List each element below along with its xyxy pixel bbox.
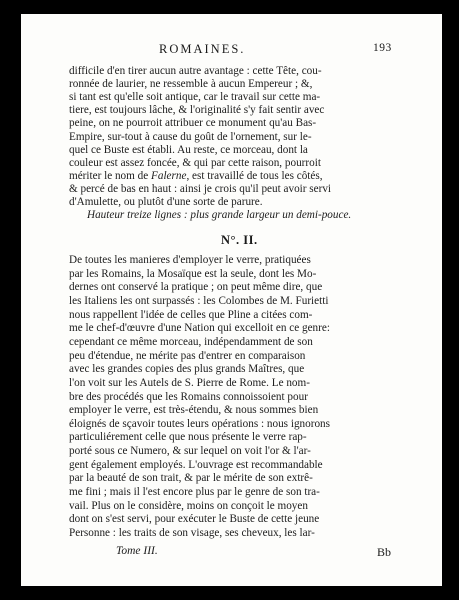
text-line: nous rappellent l'idée de celles que Pline a citées com- (69, 308, 313, 321)
page-number: 193 (373, 42, 392, 54)
text-line: & percé de bas en haut : ainsi je crois qu'il peut avoir servi (69, 182, 332, 195)
text-line: ronnée de laurier, ne ressemble à aucun Empereur ; &, (69, 78, 313, 91)
dimensions-caption: Hauteur treize lignes : plus grande largeur un demi-pouce. (87, 209, 352, 221)
text-line: vail. Plus on le considère, moins on conçoit le moyen (69, 499, 308, 512)
text-line: dont on s'est servi, pour exécuter le Buste de cette jeune (69, 513, 320, 526)
section-heading: N°. II. (221, 233, 258, 247)
text-line: particuliérement celle que nous présente le verre rap- (69, 431, 307, 444)
text-line: me le chef-d'œuvre d'une Nation qui excelloit en ce genre: (69, 322, 330, 335)
text-line: employer le verre, est très-étendu, & nous sommes bien (69, 404, 319, 417)
volume-label: Tome III. (116, 545, 158, 557)
text-line: dernes ont conservé la pratique ; on peut même dire, que (69, 281, 323, 294)
text-line: mériter le nom de Falerne, est travaillé de tous les côtés, (69, 169, 323, 182)
signature-mark: Bb (377, 545, 392, 559)
text-line: les Italiens les ont surpassés : les Colombes de M. Furietti (69, 294, 329, 307)
running-title: ROMAINES. (159, 42, 246, 56)
text-line: si tant est qu'elle soit antique, car le travail sur cette ma- (69, 91, 321, 104)
text-line: peu d'étendue, ne mérite pas d'entrer en comparaison (69, 349, 306, 362)
text-line: par la beauté de son trait, & par le mérite de son extrê- (69, 472, 313, 485)
text-line: Personne : les traits de son visage, ses cheveux, les lar- (69, 527, 315, 539)
text-line: l'on voit sur les Autels de S. Pierre de Rome. Le nom- (69, 376, 310, 389)
text-line: porté sous ce Numero, & sur lequel on voit l'or & l'ar- (69, 445, 311, 458)
text-line: quel ce Buste est établi. Au reste, ce morceau, dont la (69, 143, 308, 156)
text-line: difficile d'en tirer aucun autre avantage : cette Tête, cou- (69, 65, 322, 77)
text-line: gent également employés. L'ouvrage est recommandable (69, 458, 323, 471)
text-line: bre des procédés que les Romains connoissoient pour (69, 390, 308, 403)
text-line: d'Amulette, ou plutôt d'une sorte de parure. (69, 196, 263, 208)
text-line: De toutes les manieres d'employer le verre, pratiquées (69, 254, 311, 266)
text-line: peine, on ne pourroit attribuer ce monument qu'au Bas- (69, 117, 317, 130)
text-line: couleur est assez foncée, & qui par cette raison, pourroit (69, 156, 321, 169)
text-line: éloignés de sçavoir toutes leurs opérations : nous ignorons (69, 417, 330, 430)
text-line: tiere, est toujours lâche, & l'originalité s'y fait sentir avec (69, 104, 325, 117)
text-line: avec les grandes copies des plus grands Maîtres, que (69, 363, 305, 376)
text-line: Empire, sur-tout à cause du goût de l'ornement, sur le- (69, 130, 312, 143)
text-line: me fini ; mais il l'est encore plus par le genre de son tra- (69, 486, 320, 499)
book-page (21, 14, 442, 586)
text-line: par les Romains, la Mosaïque est la seule, dont les Mo- (69, 267, 317, 280)
text-line: cependant ce même morceau, indépendamment de son (69, 335, 313, 348)
